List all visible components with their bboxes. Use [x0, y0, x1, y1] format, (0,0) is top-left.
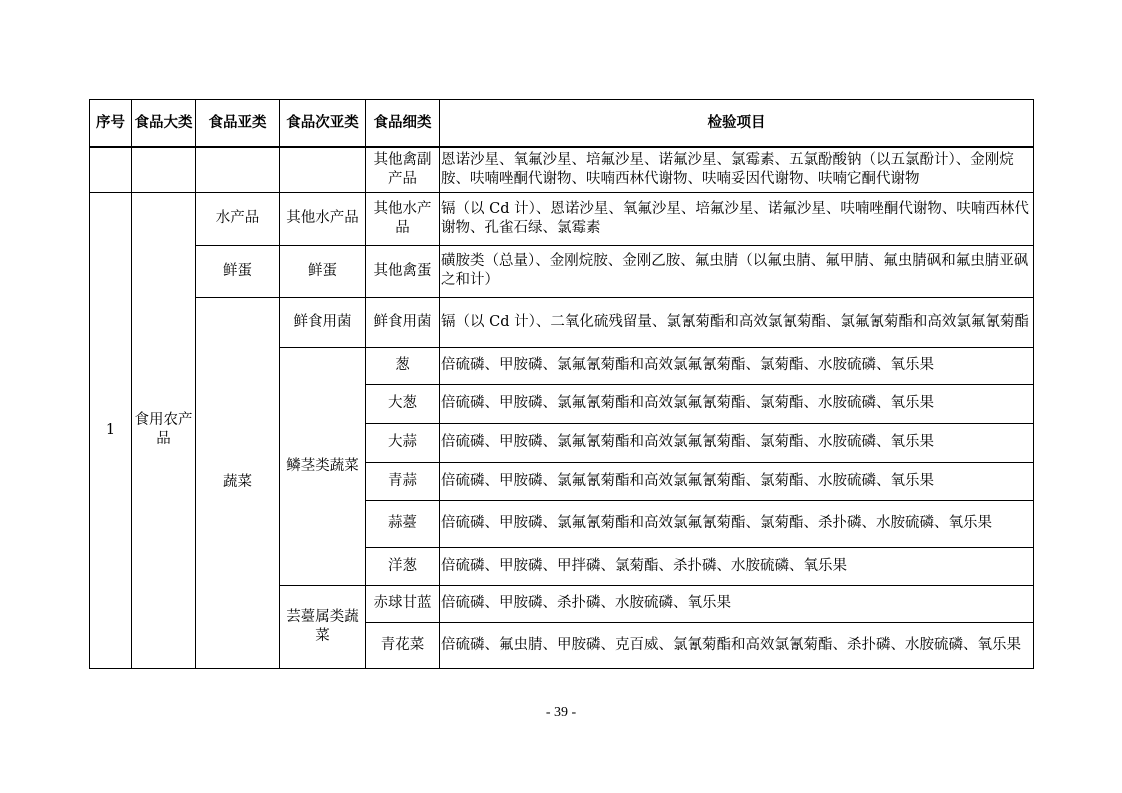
cell-detail: 葱: [366, 347, 440, 384]
cell-sub-subcategory: [280, 147, 366, 192]
table-header-row: [90, 100, 1034, 148]
header-detail: 食品细类: [366, 100, 440, 148]
table-row: [90, 245, 1034, 297]
cell-items: 倍硫磷、甲胺磷、氯氟氰菊酯和高效氯氟氰菊酯、氯菊酯、水胺硫磷、氧乐果: [440, 384, 1034, 423]
cell-sub-subcategory: 鲜食用菌: [280, 297, 366, 347]
cell-detail: 青蒜: [366, 462, 440, 500]
cell-detail: 鲜食用菌: [366, 297, 440, 347]
cell-items: 倍硫磷、甲胺磷、氯氟氰菊酯和高效氯氟氰菊酯、氯菊酯、水胺硫磷、氧乐果: [440, 347, 1034, 384]
cell-items: 倍硫磷、甲胺磷、氯氟氰菊酯和高效氯氟氰菊酯、氯菊酯、杀扑磷、水胺硫磷、氧乐果: [440, 500, 1034, 547]
cell-items: 倍硫磷、甲胺磷、氯氟氰菊酯和高效氯氟氰菊酯、氯菊酯、水胺硫磷、氧乐果: [440, 462, 1034, 500]
cell-items: 倍硫磷、甲胺磷、氯氟氰菊酯和高效氯氟氰菊酯、氯菊酯、水胺硫磷、氧乐果: [440, 423, 1034, 462]
cell-detail: 其他禽蛋: [366, 245, 440, 297]
cell-detail: 其他水产品: [366, 192, 440, 245]
header-subcategory: 食品亚类: [196, 100, 280, 148]
cell-detail: 大蒜: [366, 423, 440, 462]
cell-items: 倍硫磷、甲胺磷、杀扑磷、水胺硫磷、氧乐果: [440, 585, 1034, 622]
cell-detail: 青花菜: [366, 622, 440, 668]
cell-no: [90, 147, 132, 192]
cell-items: 倍硫磷、氟虫腈、甲胺磷、克百威、氯氰菊酯和高效氯氰菊酯、杀扑磷、水胺硫磷、氧乐果: [440, 622, 1034, 668]
cell-items: 镉（以 Cd 计）、二氧化硫残留量、氯氰菊酯和高效氯氰菊酯、氯氟氰菊酯和高效氯氟氰菊酯: [440, 297, 1034, 347]
cell-items: 倍硫磷、甲胺磷、甲拌磷、氯菊酯、杀扑磷、水胺硫磷、氧乐果: [440, 547, 1034, 585]
cell-subcategory: [196, 147, 280, 192]
cell-subcategory: 水产品: [196, 192, 280, 245]
header-no: 序号: [90, 100, 132, 148]
cell-items: 镉（以 Cd 计）、恩诺沙星、氧氟沙星、培氟沙星、诺氟沙星、呋喃唑酮代谢物、呋喃西林代谢物、孔雀石绿、氯霉素: [440, 192, 1034, 245]
cell-sub-subcategory: 芸薹属类蔬菜: [280, 585, 366, 668]
cell-no: 1: [90, 192, 132, 668]
cell-items: 恩诺沙星、氧氟沙星、培氟沙星、诺氟沙星、氯霉素、五氯酚酸钠（以五氯酚计）、金刚烷胺、呋喃唑酮代谢物、呋喃西林代谢物、呋喃妥因代谢物、呋喃它酮代谢物: [440, 147, 1034, 192]
cell-sub-subcategory: 鳞茎类蔬菜: [280, 347, 366, 585]
page-number: - 39 -: [545, 705, 577, 720]
header-sub-subcategory: 食品次亚类: [280, 100, 366, 148]
cell-detail: 大葱: [366, 384, 440, 423]
cell-subcategory: 鲜蛋: [196, 245, 280, 297]
cell-sub-subcategory: 其他水产品: [280, 192, 366, 245]
header-items: 检验项目: [440, 100, 1034, 148]
cell-category: [132, 147, 196, 192]
cell-detail: 蒜薹: [366, 500, 440, 547]
cell-detail: 其他禽副产品: [366, 147, 440, 192]
cell-sub-subcategory: 鲜蛋: [280, 245, 366, 297]
cell-category: 食用农产品: [132, 192, 196, 668]
inspection-table: [89, 99, 1034, 669]
cell-subcategory: 蔬菜: [196, 297, 280, 668]
cell-detail: 赤球甘蓝: [366, 585, 440, 622]
table-row: [90, 192, 1034, 245]
cell-detail: 洋葱: [366, 547, 440, 585]
table-row: [90, 147, 1034, 192]
table-row: [90, 297, 1034, 347]
header-category: 食品大类: [132, 100, 196, 148]
cell-items: 磺胺类（总量）、金刚烷胺、金刚乙胺、氟虫腈（以氟虫腈、氟甲腈、氟虫腈砜和氟虫腈亚砜之和计）: [440, 245, 1034, 297]
